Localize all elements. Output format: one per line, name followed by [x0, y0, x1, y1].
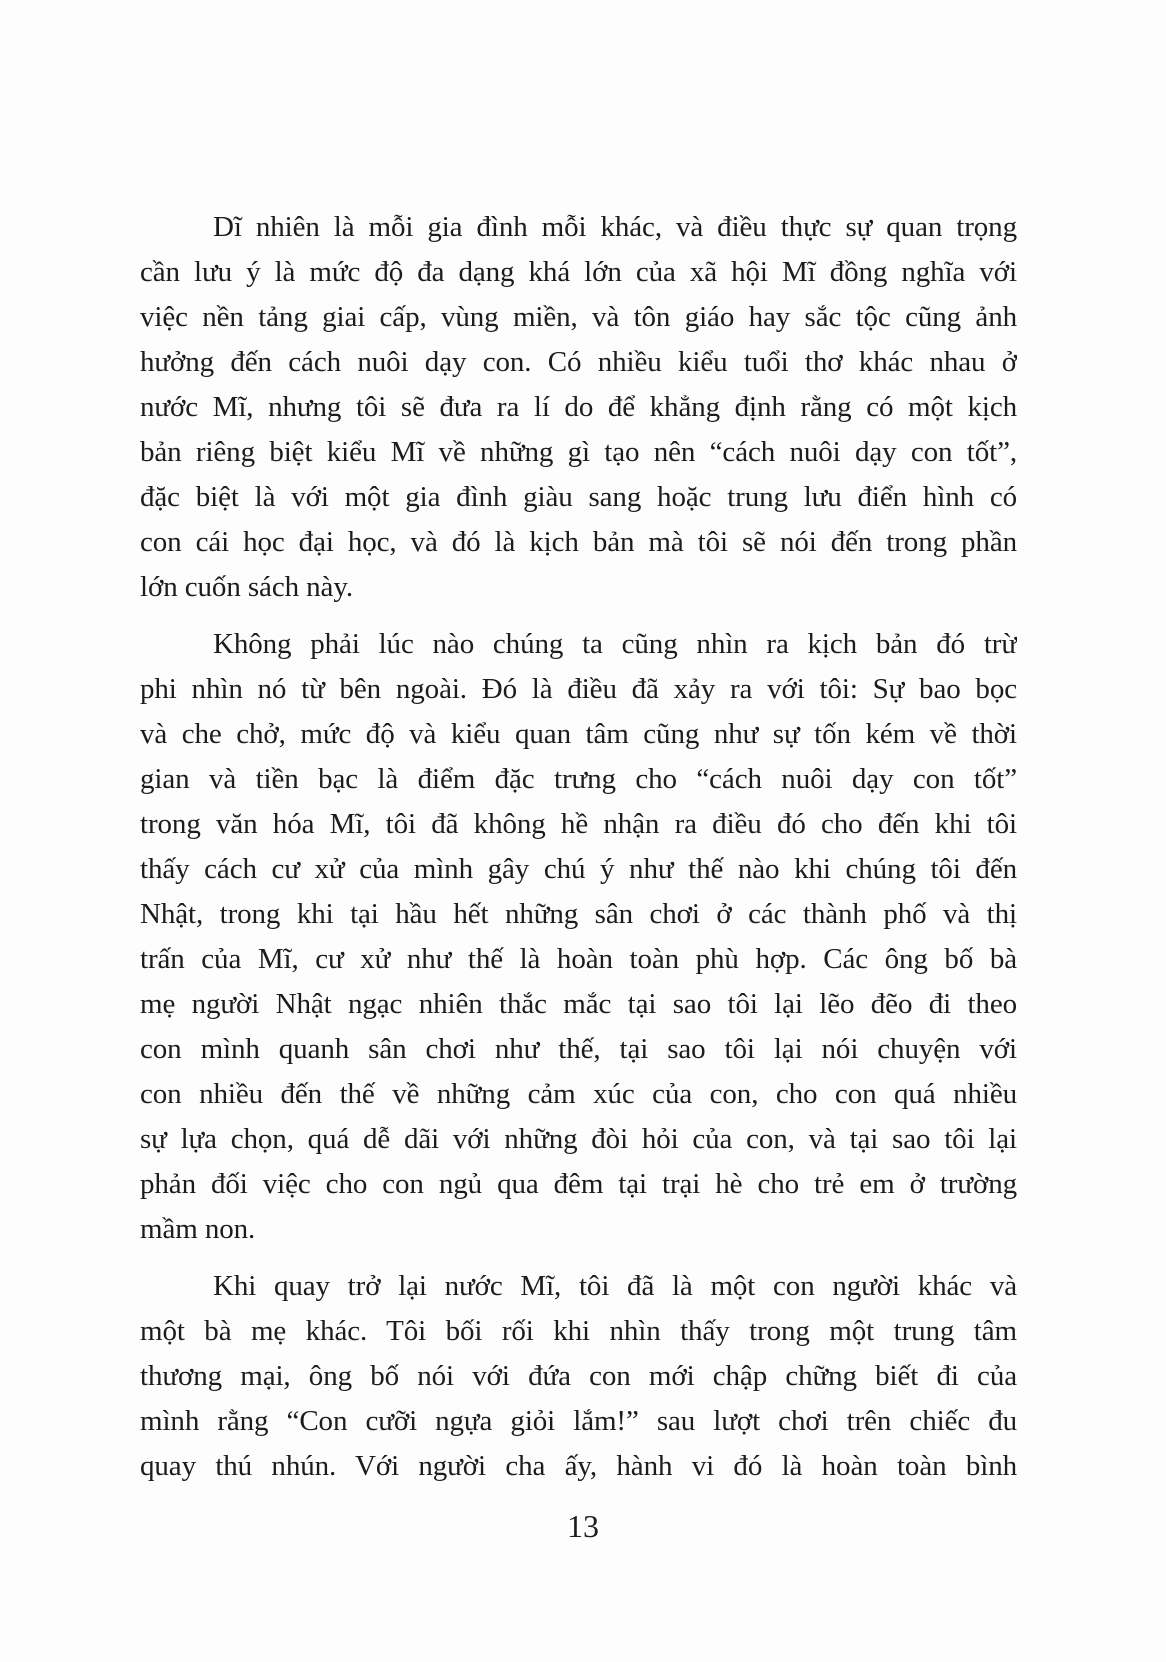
text-line: trấn của Mĩ, cư xử như thế là hoàn toàn phù hợp. Các ông bố bà	[140, 943, 1017, 975]
text-line: con nhiều đến thế về những cảm xúc của con, cho con quá nhiều	[140, 1078, 1017, 1110]
text-line: phi nhìn nó từ bên ngoài. Đó là điều đã xảy ra với tôi: Sự bao bọc	[140, 673, 1017, 705]
text-line: Không phải lúc nào chúng ta cũng nhìn ra kịch bản đó trừ	[213, 628, 1017, 660]
text-line: mầm non.	[140, 1213, 256, 1245]
page-number: 13	[567, 1508, 599, 1544]
text-line: Dĩ nhiên là mỗi gia đình mỗi khác, và điều thực sự quan trọng	[213, 211, 1017, 243]
text-line: sự lựa chọn, quá dễ dãi với những đòi hỏi của con, và tại sao tôi lại	[140, 1123, 1017, 1155]
paragraph	[140, 1264, 1017, 1489]
text-line: con cái học đại học, và đó là kịch bản mà tôi sẽ nói đến trong phần	[140, 526, 1017, 558]
text-line: một bà mẹ khác. Tôi bối rối khi nhìn thấy trong một trung tâm	[140, 1315, 1017, 1347]
text-line: phản đối việc cho con ngủ qua đêm tại trại hè cho trẻ em ở trường	[140, 1168, 1017, 1200]
text-line: hưởng đến cách nuôi dạy con. Có nhiều kiểu tuổi thơ khác nhau ở	[140, 346, 1017, 378]
text-line: bản riêng biệt kiểu Mĩ về những gì tạo nên “cách nuôi dạy con tốt”,	[140, 436, 1017, 468]
text-line: Nhật, trong khi tại hầu hết những sân chơi ở các thành phố và thị	[140, 898, 1017, 930]
text-line: thương mại, ông bố nói với đứa con mới chập chững biết đi của	[140, 1360, 1017, 1392]
text-line: việc nền tảng giai cấp, vùng miền, và tôn giáo hay sắc tộc cũng ảnh	[140, 301, 1017, 333]
text-line: lớn cuốn sách này.	[140, 571, 353, 603]
paragraph	[140, 622, 1017, 1252]
text-line: trong văn hóa Mĩ, tôi đã không hề nhận ra điều đó cho đến khi tôi	[140, 808, 1017, 840]
text-line: Khi quay trở lại nước Mĩ, tôi đã là một con người khác và	[213, 1270, 1017, 1302]
text-line: gian và tiền bạc là điểm đặc trưng cho “cách nuôi dạy con tốt”	[140, 763, 1017, 795]
text-line: mẹ người Nhật ngạc nhiên thắc mắc tại sao tôi lại lẽo đẽo đi theo	[140, 988, 1017, 1020]
paragraph	[140, 205, 1017, 610]
text-line: quay thú nhún. Với người cha ấy, hành vi đó là hoàn toàn bình	[140, 1450, 1017, 1482]
text-line: con mình quanh sân chơi như thế, tại sao tôi lại nói chuyện với	[140, 1033, 1017, 1065]
text-line: nước Mĩ, nhưng tôi sẽ đưa ra lí do để khẳng định rằng có một kịch	[140, 391, 1017, 423]
text-line: mình rằng “Con cưỡi ngựa giỏi lắm!” sau lượt chơi trên chiếc đu	[140, 1405, 1017, 1437]
text-line: thấy cách cư xử của mình gây chú ý như thế nào khi chúng tôi đến	[140, 853, 1017, 885]
body-text	[140, 205, 1017, 1489]
text-line: và che chở, mức độ và kiểu quan tâm cũng như sự tốn kém về thời	[140, 718, 1017, 750]
text-line: cần lưu ý là mức độ đa dạng khá lớn của xã hội Mĩ đồng nghĩa với	[140, 256, 1017, 288]
text-line: đặc biệt là với một gia đình giàu sang hoặc trung lưu điển hình có	[140, 481, 1017, 513]
